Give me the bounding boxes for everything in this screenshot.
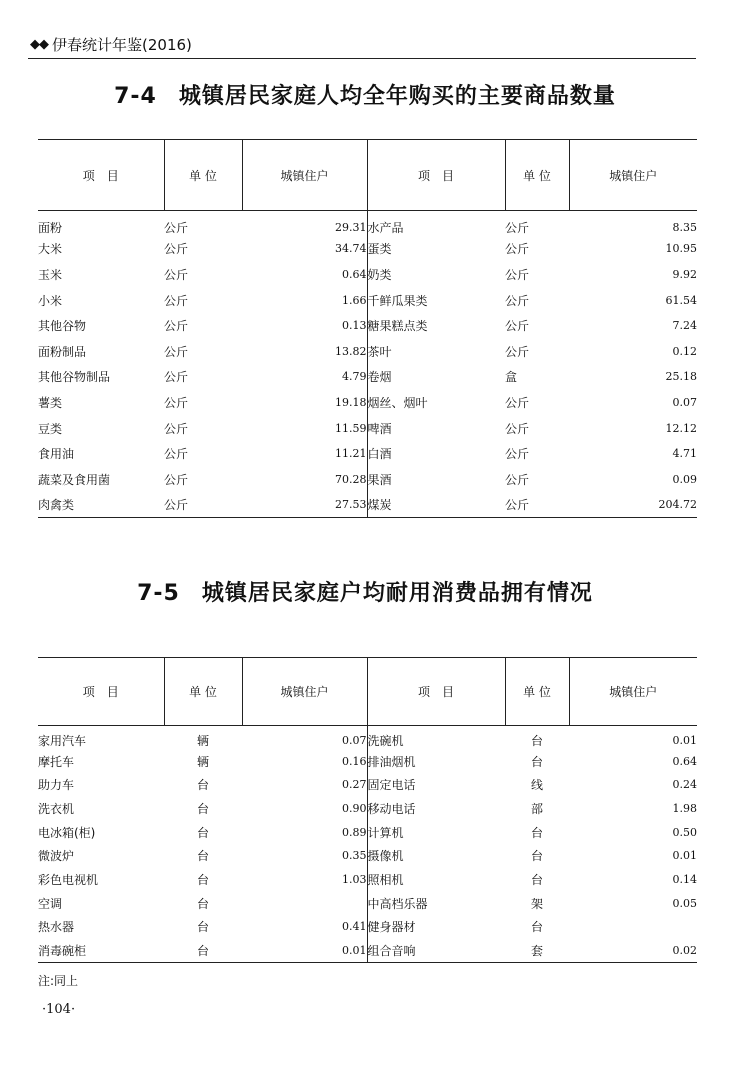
row-item-label: 固定电话 — [367, 778, 416, 793]
row-value: 0.24 — [672, 778, 697, 792]
row-unit: 公斤 — [505, 319, 530, 334]
table-row — [38, 415, 697, 441]
row-item-label: 面粉 — [38, 221, 63, 236]
row-item-label: 计算机 — [367, 825, 404, 840]
table2-body — [38, 726, 697, 963]
row-value: 0.64 — [672, 754, 697, 768]
table-row — [38, 749, 697, 773]
row-unit: 台 — [196, 943, 209, 958]
row-value: 70.28 — [242, 466, 367, 492]
row-item-label: 小米 — [38, 293, 63, 308]
column-header-urban: 城镇住户 — [569, 658, 697, 726]
row-item-label: 玉米 — [38, 267, 63, 282]
table2-number: 7-5 — [137, 581, 180, 606]
row-unit: 公斤 — [505, 421, 530, 436]
row-item-label: 排油烟机 — [367, 754, 416, 769]
column-header-urban: 城镇住户 — [242, 658, 367, 726]
row-value: 19.18 — [242, 390, 367, 416]
table1-title-text: 城镇居民家庭人均全年购买的主要商品数量 — [178, 84, 616, 109]
table2-title-text: 城镇居民家庭户均耐用消费品拥有情况 — [201, 581, 593, 606]
table-row — [38, 915, 697, 939]
row-unit: 公斤 — [505, 293, 530, 308]
row-value: 0.41 — [242, 915, 367, 939]
row-item-label: 洗碗机 — [367, 734, 404, 749]
row-unit: 部 — [530, 801, 543, 816]
column-header-unit: 单 位 — [523, 168, 551, 183]
table2-header-row — [38, 658, 697, 726]
row-unit: 公斤 — [164, 421, 189, 436]
row-item-label: 照相机 — [367, 872, 404, 887]
row-unit: 台 — [196, 825, 209, 840]
row-value: 27.53 — [242, 492, 367, 518]
row-item-label: 薯类 — [38, 395, 63, 410]
row-item-label: 大米 — [38, 242, 63, 257]
row-unit: 台 — [530, 734, 543, 749]
row-unit: 公斤 — [505, 447, 530, 462]
column-header-unit: 单 位 — [523, 685, 551, 699]
table-row — [38, 466, 697, 492]
row-value: 0.50 — [672, 825, 697, 839]
header-text: 伊春统计年鉴(2016) — [52, 36, 192, 54]
row-unit: 辆 — [196, 734, 209, 749]
row-value: 0.05 — [672, 896, 697, 910]
row-unit: 台 — [530, 920, 543, 935]
row-value: 204.72 — [658, 498, 697, 512]
row-value: 0.27 — [242, 773, 367, 797]
row-unit: 公斤 — [164, 370, 189, 385]
row-value: 4.71 — [672, 447, 697, 461]
row-unit: 台 — [530, 849, 543, 864]
row-unit: 公斤 — [164, 221, 189, 236]
row-item-label: 奶类 — [367, 267, 392, 282]
row-unit: 公斤 — [505, 242, 530, 257]
row-item-label: 卷烟 — [367, 370, 392, 385]
row-value: 12.12 — [665, 421, 697, 435]
row-value: 0.16 — [242, 749, 367, 773]
row-value: 8.35 — [672, 221, 697, 235]
row-item-label: 健身器材 — [367, 920, 416, 935]
row-value: 7.24 — [672, 319, 697, 333]
row-unit: 公斤 — [505, 344, 530, 359]
table-row — [38, 773, 697, 797]
row-unit: 公斤 — [164, 472, 189, 487]
row-item-label: 电冰箱(柜) — [38, 825, 96, 840]
table-row — [38, 287, 697, 313]
row-unit: 架 — [530, 896, 543, 911]
row-item-label: 热水器 — [38, 920, 75, 935]
row-unit: 台 — [196, 896, 209, 911]
row-item-label: 消毒碗柜 — [38, 943, 87, 958]
row-unit: 台 — [196, 801, 209, 816]
row-value: 0.01 — [672, 849, 697, 863]
row-item-label: 微波炉 — [38, 849, 75, 864]
row-item-label: 摩托车 — [38, 754, 75, 769]
row-value: 0.01 — [242, 939, 367, 963]
table-row — [38, 891, 697, 915]
row-item-label: 食用油 — [38, 447, 75, 462]
row-unit: 公斤 — [164, 242, 189, 257]
row-value: 0.01 — [672, 734, 697, 748]
column-header-urban: 城镇住户 — [569, 140, 697, 211]
row-value: 0.64 — [242, 262, 367, 288]
table-row — [38, 364, 697, 390]
row-value: 0.35 — [242, 844, 367, 868]
table1-number: 7-4 — [114, 84, 157, 109]
table-row — [38, 868, 697, 892]
header-rule — [28, 58, 696, 59]
column-header-unit: 单 位 — [189, 168, 217, 183]
table-row — [38, 313, 697, 339]
table-row — [38, 390, 697, 416]
row-value: 4.79 — [242, 364, 367, 390]
footnote: 注:同上 — [38, 974, 79, 988]
table-row — [38, 939, 697, 963]
row-item-label: 洗衣机 — [38, 801, 75, 816]
row-unit: 公斤 — [164, 447, 189, 462]
row-value: 0.07 — [242, 726, 367, 750]
row-item-label: 蛋类 — [367, 242, 392, 257]
row-unit: 公斤 — [164, 267, 189, 282]
row-value: 10.95 — [665, 242, 697, 256]
row-item-label: 啤酒 — [367, 421, 392, 436]
table-row — [38, 726, 697, 750]
table1-purchases — [38, 139, 697, 518]
header-diamond-icon: ◆◆ — [30, 37, 48, 52]
column-header-item: 项 目 — [38, 140, 164, 211]
row-item-label: 千鲜瓜果类 — [367, 293, 428, 308]
table1-body — [38, 211, 697, 518]
row-item-label: 移动电话 — [367, 801, 416, 816]
row-item-label: 肉禽类 — [38, 498, 75, 513]
row-unit: 公斤 — [505, 472, 530, 487]
row-value: 0.89 — [242, 820, 367, 844]
row-value: 11.21 — [242, 441, 367, 467]
row-item-label: 果酒 — [367, 472, 392, 487]
row-unit: 台 — [196, 778, 209, 793]
row-value — [569, 915, 697, 939]
row-item-label: 助力车 — [38, 778, 75, 793]
row-value: 1.03 — [242, 868, 367, 892]
row-item-label: 糖果糕点类 — [367, 319, 428, 334]
row-unit: 公斤 — [164, 293, 189, 308]
row-value: 0.02 — [672, 943, 697, 957]
row-value: 11.59 — [242, 415, 367, 441]
row-unit: 台 — [196, 849, 209, 864]
column-header-item: 项 目 — [38, 658, 164, 726]
row-value — [242, 891, 367, 915]
row-item-label: 煤炭 — [367, 498, 392, 513]
row-unit: 公斤 — [505, 267, 530, 282]
row-unit: 套 — [530, 943, 543, 958]
table-row — [38, 820, 697, 844]
table-row — [38, 492, 697, 518]
row-unit: 公斤 — [164, 395, 189, 410]
row-value: 0.12 — [672, 344, 697, 358]
row-value: 61.54 — [665, 293, 697, 307]
table-row — [38, 797, 697, 821]
running-header — [30, 34, 192, 55]
table2-durables — [38, 657, 697, 963]
row-item-label: 组合音响 — [367, 943, 416, 958]
page-number: ·104· — [42, 1002, 76, 1017]
table-row — [38, 211, 697, 237]
row-unit: 线 — [530, 778, 543, 793]
row-item-label: 其他谷物 — [38, 319, 87, 334]
row-item-label: 水产品 — [367, 221, 404, 236]
table1-header-row — [38, 140, 697, 211]
column-header-item: 项 目 — [367, 658, 505, 726]
table-row — [38, 338, 697, 364]
row-value: 0.13 — [242, 313, 367, 339]
table-row — [38, 441, 697, 467]
table-row — [38, 844, 697, 868]
row-value: 0.07 — [672, 395, 697, 409]
row-unit: 公斤 — [505, 498, 530, 513]
row-item-label: 其他谷物制品 — [38, 370, 111, 385]
row-item-label: 白酒 — [367, 447, 392, 462]
row-unit: 辆 — [196, 754, 209, 769]
row-item-label: 空调 — [38, 896, 63, 911]
row-unit: 台 — [196, 920, 209, 935]
row-unit: 台 — [196, 872, 209, 887]
row-unit: 台 — [530, 872, 543, 887]
row-item-label: 豆类 — [38, 421, 63, 436]
row-value: 0.14 — [672, 872, 697, 886]
row-item-label: 彩色电视机 — [38, 872, 99, 887]
column-header-item: 项 目 — [367, 140, 505, 211]
row-item-label: 摄像机 — [367, 849, 404, 864]
row-value: 1.98 — [672, 801, 697, 815]
row-item-label: 蔬菜及食用菌 — [38, 472, 111, 487]
row-item-label: 烟丝、烟叶 — [367, 395, 428, 410]
row-unit: 公斤 — [505, 395, 530, 410]
row-unit: 公斤 — [164, 319, 189, 334]
row-item-label: 家用汽车 — [38, 734, 87, 749]
row-value: 13.82 — [242, 338, 367, 364]
row-unit: 盒 — [505, 370, 518, 385]
table1-title — [0, 79, 730, 110]
row-value: 0.09 — [672, 472, 697, 486]
row-value: 25.18 — [665, 370, 697, 384]
column-header-unit: 单 位 — [189, 685, 217, 699]
row-unit: 公斤 — [505, 221, 530, 236]
row-item-label: 茶叶 — [367, 344, 392, 359]
row-unit: 公斤 — [164, 344, 189, 359]
row-unit: 台 — [530, 754, 543, 769]
table-row — [38, 262, 697, 288]
row-unit: 台 — [530, 825, 543, 840]
row-item-label: 面粉制品 — [38, 344, 87, 359]
table2-title — [0, 576, 730, 607]
table-row — [38, 236, 697, 262]
column-header-urban: 城镇住户 — [242, 140, 367, 211]
row-item-label: 中高档乐器 — [367, 896, 428, 911]
row-value: 1.66 — [242, 287, 367, 313]
row-value: 34.74 — [242, 236, 367, 262]
row-unit: 公斤 — [164, 498, 189, 513]
row-value: 29.31 — [242, 211, 367, 237]
row-value: 0.90 — [242, 797, 367, 821]
row-value: 9.92 — [672, 267, 697, 281]
